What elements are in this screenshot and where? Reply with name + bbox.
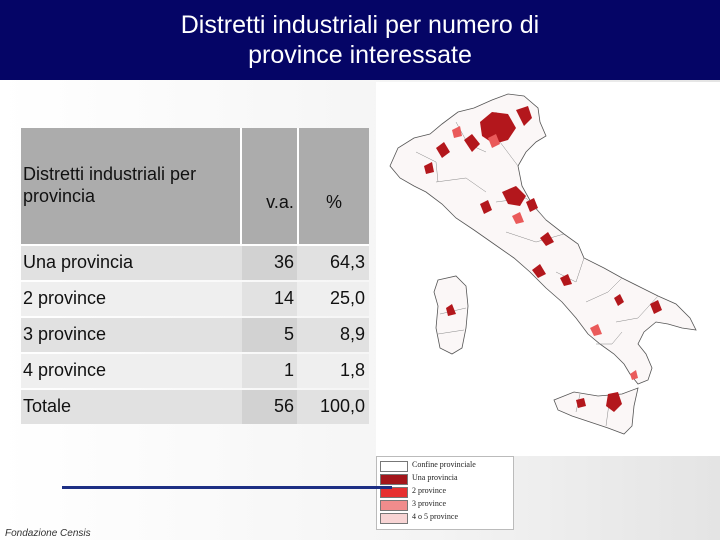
italy-map-graphic bbox=[376, 82, 720, 456]
row-va: 14 bbox=[273, 288, 294, 308]
legend-label: Una provincia bbox=[412, 473, 458, 482]
header-label-line2: provincia bbox=[23, 186, 96, 206]
row-va: 5 bbox=[283, 324, 294, 344]
title-bar bbox=[0, 0, 720, 80]
row-va: 36 bbox=[273, 252, 294, 272]
legend-swatch bbox=[380, 461, 408, 472]
row-label: 3 province bbox=[23, 324, 107, 344]
row-va: 56 bbox=[273, 396, 294, 416]
row-pct: 1,8 bbox=[339, 360, 365, 380]
legend-label: Confine provinciale bbox=[412, 460, 476, 469]
row-label: 4 province bbox=[23, 360, 107, 380]
table-row bbox=[21, 354, 369, 388]
row-pct: 100,0 bbox=[319, 396, 365, 416]
header-va: v.a. bbox=[266, 192, 294, 212]
legend-swatch bbox=[380, 513, 408, 524]
legend-swatch bbox=[380, 500, 408, 511]
table-row bbox=[21, 246, 369, 280]
row-label: Totale bbox=[23, 396, 72, 416]
header-label bbox=[23, 163, 196, 207]
header-cell-va bbox=[242, 128, 299, 244]
sicily-outline bbox=[554, 388, 638, 434]
italy-map bbox=[376, 82, 720, 456]
footer-source: Fondazione Censis bbox=[5, 528, 91, 539]
row-pct: 25,0 bbox=[329, 288, 365, 308]
slide-title-line2: province interessate bbox=[248, 41, 472, 69]
table-row bbox=[21, 318, 369, 352]
legend-label: 4 o 5 province bbox=[412, 512, 458, 521]
table-row bbox=[21, 282, 369, 316]
row-label: 2 province bbox=[23, 288, 107, 308]
slide-title bbox=[0, 10, 720, 70]
row-va: 1 bbox=[283, 360, 294, 380]
map-legend bbox=[376, 456, 514, 530]
slide-title-line1: Distretti industriali per numero di bbox=[180, 11, 540, 39]
row-label: Una provincia bbox=[23, 252, 134, 272]
table-row-total bbox=[21, 390, 369, 424]
divider-rule bbox=[62, 486, 392, 489]
header-pct: % bbox=[325, 192, 342, 212]
legend-label: 2 province bbox=[412, 486, 446, 495]
header-label-line1: Distretti industriali per bbox=[23, 164, 197, 184]
row-pct: 64,3 bbox=[329, 252, 365, 272]
legend-swatch bbox=[380, 474, 408, 485]
row-pct: 8,9 bbox=[339, 324, 365, 344]
table-header bbox=[21, 128, 369, 246]
legend-label: 3 province bbox=[412, 499, 446, 508]
